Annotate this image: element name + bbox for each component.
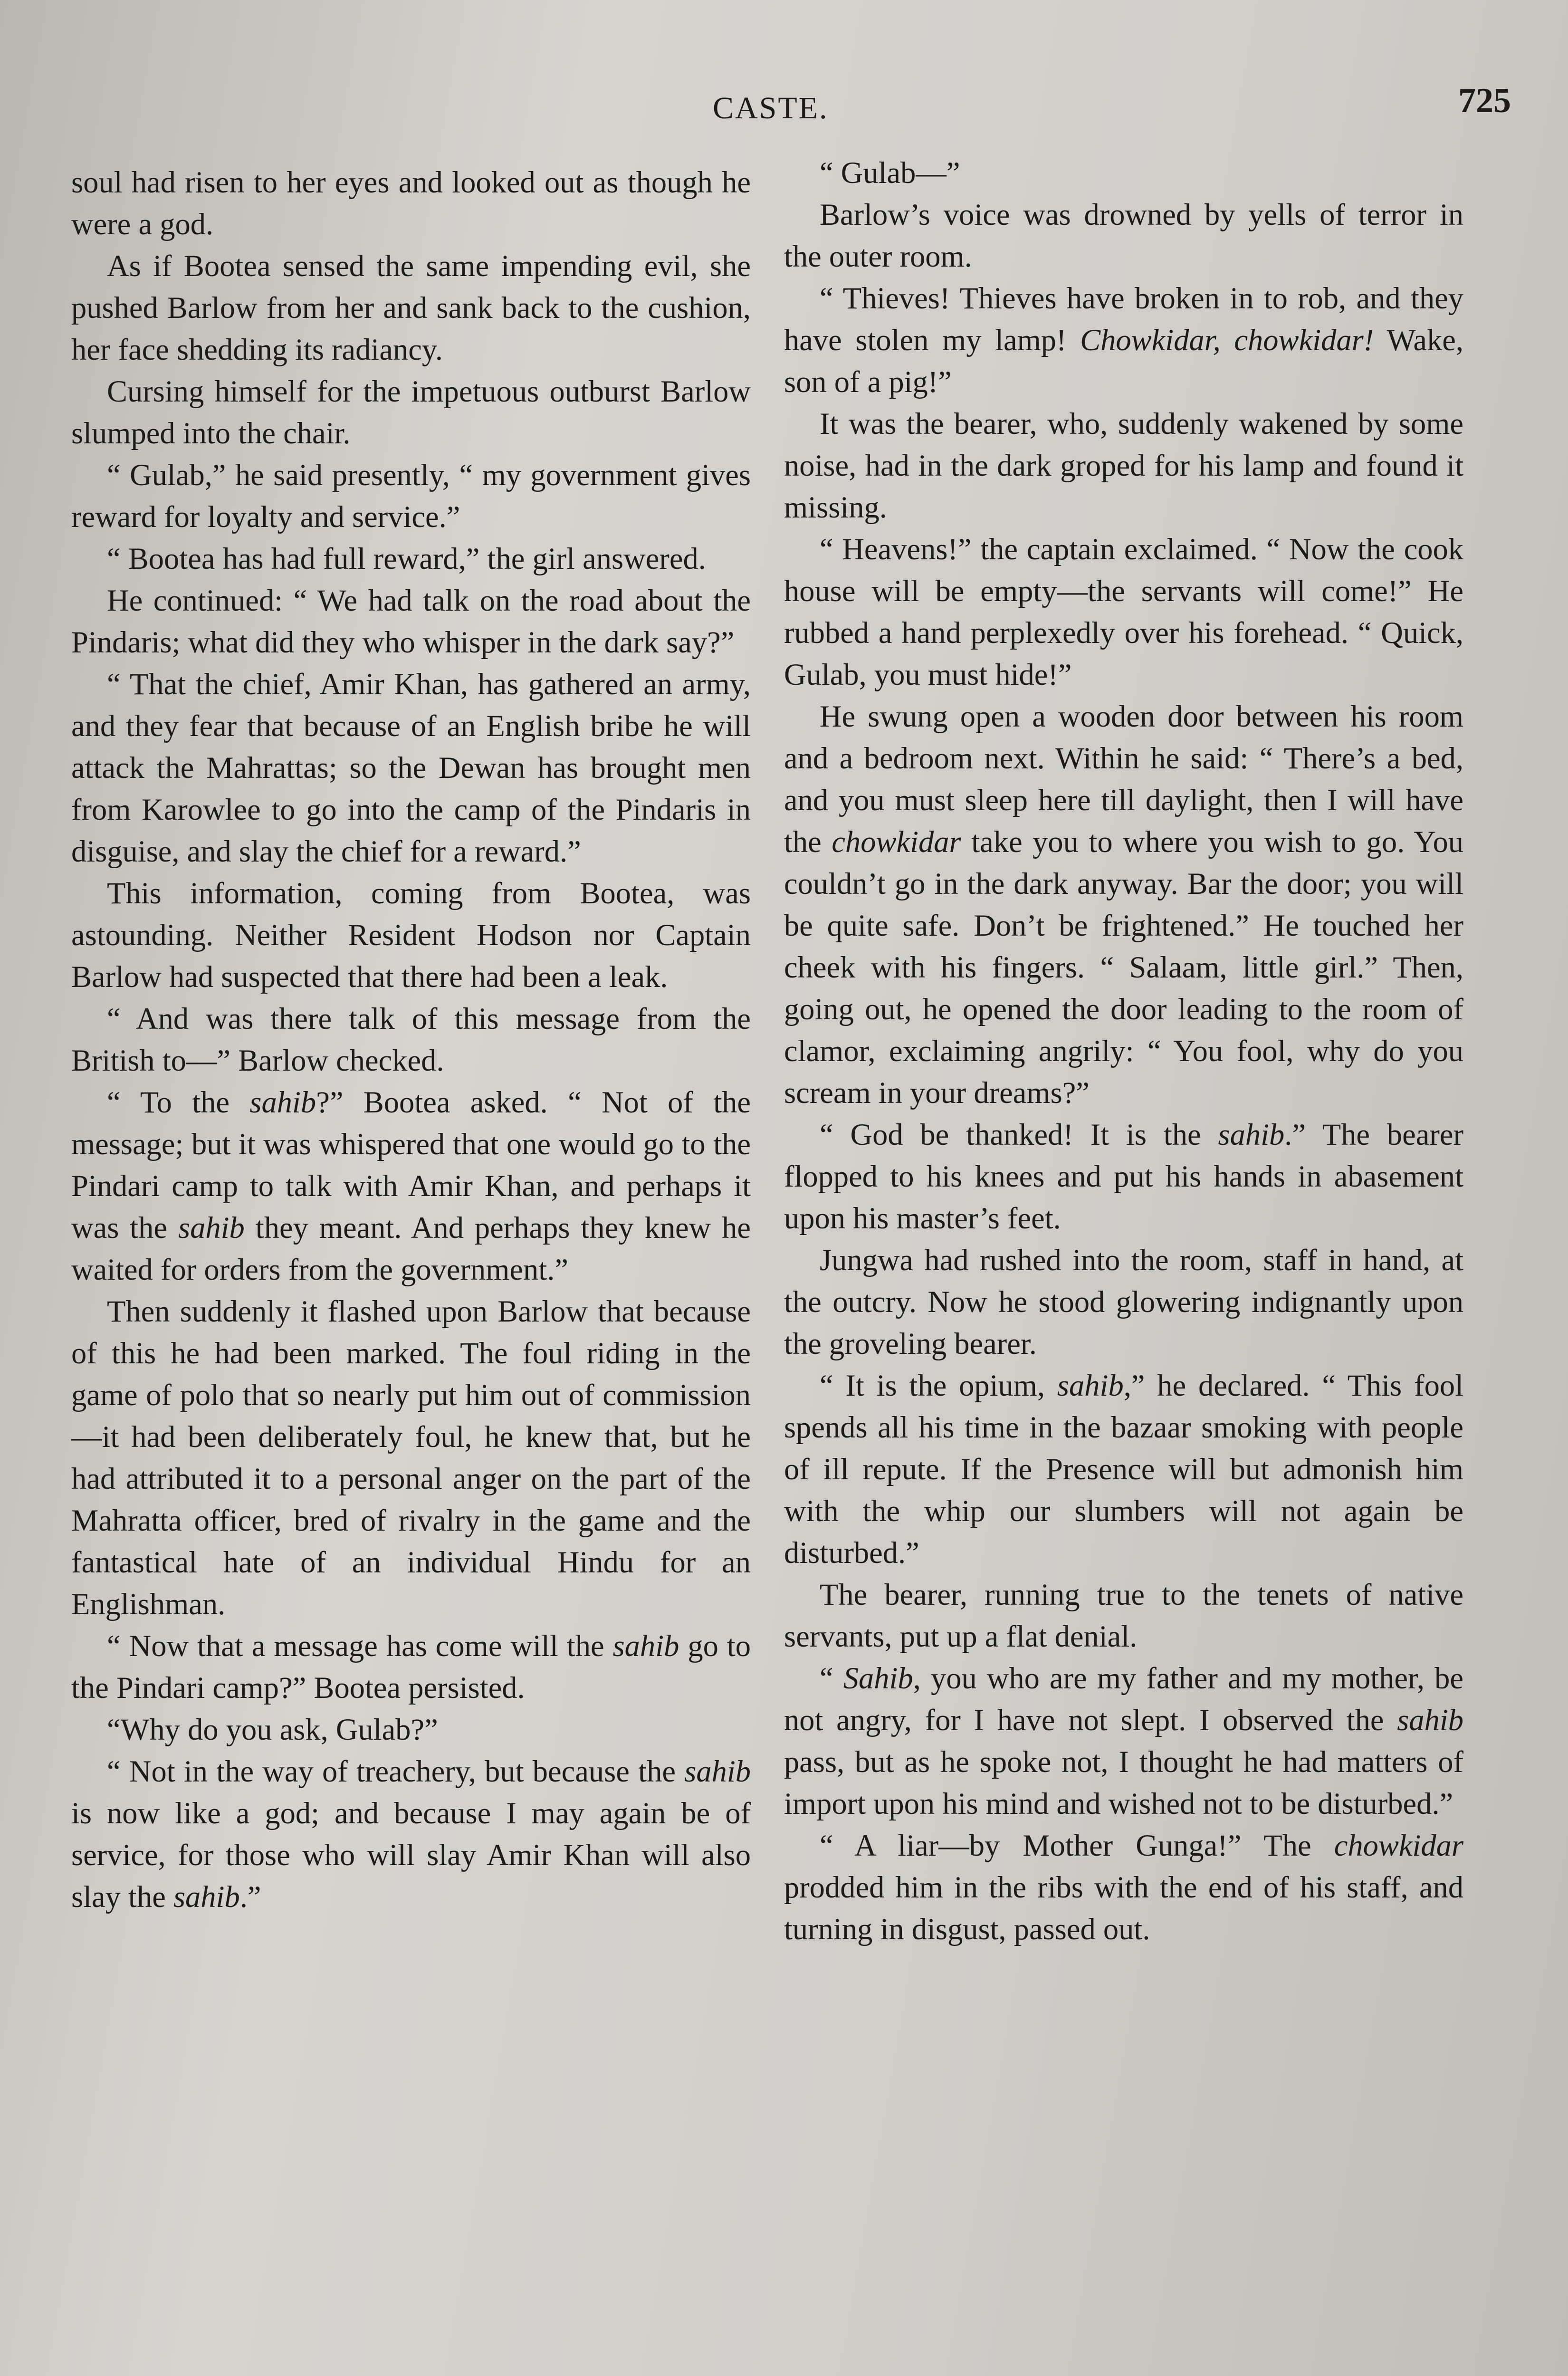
paragraph: As if Bootea sensed the same impending evil, she pushed Barlow from her and sank back to the cushion, her face shedding its radiancy. (71, 249, 751, 366)
paragraph: “ Now that a message has come will the sahib go to the Pindari camp?” Bootea persisted. (71, 1629, 751, 1705)
paragraph: The bearer, running true to the tenets of native servants, put up a flat denial. (784, 1578, 1463, 1653)
paragraph: He swung open a wooden door between his room and a bedroom next. Within he said: “ There’s a bed, and you must sleep here till daylight, then I will have the chowkidar take you to where you wish to go. You couldn’t go in the dark anyway. Bar the door; you will be quite safe. Don’t be frightened.” He touched her cheek with his fingers. “ Salaam, little girl.” Then, going out, he opened the door leading to the room of clamor, exclaiming angrily: “ You fool, why do you scream in your dreams?” (784, 699, 1463, 1110)
paragraph: He continued: “ We had talk on the road about the Pindaris; what did they who whisper in the dark say?” (71, 584, 751, 659)
paragraph: Barlow’s voice was drowned by yells of terror in the outer room. (784, 198, 1463, 273)
paragraph: “ Gulab,” he said presently, “ my government gives reward for loyalty and service.” (71, 458, 751, 534)
paragraph: This information, coming from Bootea, was astounding. Neither Resident Hodson nor Captain Barlow had suspected that there had been a leak. (71, 876, 751, 994)
paragraph: Then suddenly it flashed upon Barlow that because of this he had been marked. The foul riding in the game of polo that so nearly put him out of commission—it had been deliberately foul, he knew that, but he had attributed it to a personal anger on the part of the Mahratta officer, bred of rivalry in the game and the fantastical hate of an individual Hindu for an Englishman. (71, 1294, 751, 1621)
paragraph: “ Heavens!” the captain exclaimed. “ Now the cook house will be empty—the servants will come!” He rubbed a hand perplexedly over his forehead. “ Quick, Gulab, you must hide!” (784, 532, 1463, 691)
paragraph: “ Gulab—” (820, 156, 960, 190)
paragraph: Jungwa had rushed into the room, staff in hand, at the outcry. Now he stood glowering indignantly upon the groveling bearer. (784, 1243, 1463, 1360)
paragraph: “ Bootea has had full reward,” the girl answered. (107, 542, 706, 575)
paragraph: “ A liar—by Mother Gunga!” The chowkidar prodded him in the ribs with the end of his staff, and turning in disgust, passed out. (784, 1829, 1463, 1946)
paragraph: “ Thieves! Thieves have broken in to rob, and they have stolen my lamp! Chowkidar, chowkidar! Wake, son of a pig!” (784, 281, 1463, 399)
right-column (784, 152, 1463, 1950)
paragraph: It was the bearer, who, suddenly wakened by some noise, had in the dark groped for his lamp and found it missing. (784, 407, 1463, 524)
paragraph: “ Not in the way of treachery, but because the sahib is now like a god; and because I may again be of service, for those who will slay Amir Khan will also slay the sahib.” (71, 1754, 751, 1914)
running-head: CASTE. (713, 91, 829, 125)
paragraph: “ It is the opium, sahib,” he declared. “ This fool spends all his time in the bazaar smoking with people of ill repute. If the Presence will but admonish him with the whip our slumbers will not again be disturbed.” (784, 1369, 1464, 1570)
paragraph: “ Sahib, you who are my father and my mother, be not angry, for I have not slept. I observed the sahib pass, but as he spoke not, I thought he had matters of import upon his mind and wished not to be disturbed.” (784, 1661, 1463, 1820)
paragraph: Cursing himself for the impetuous outburst Barlow slumped into the chair. (71, 374, 751, 450)
page-number: 725 (1458, 81, 1511, 120)
paragraph: “Why do you ask, Gulab?” (107, 1713, 438, 1746)
page-header (0, 81, 1568, 138)
paragraph: soul had risen to her eyes and looked out as though he were a god. (71, 165, 751, 241)
paragraph: “ To the sahib?” Bootea asked. “ Not of the message; but it was whispered that one would go to the Pindari camp to talk with Amir Khan, and perhaps it was the sahib they meant. And perhaps they knew he waited for orders from the government.” (71, 1085, 751, 1286)
paragraph: “ And was there talk of this message from the British to—” Barlow checked. (71, 1002, 751, 1077)
paragraph: “ That the chief, Amir Khan, has gathered an army, and they fear that because of an English bribe he will attack the Mahrattas; so the Dewan has brought men from Karowlee to go into the camp of the Pindaris in disguise, and slay the chief for a reward.” (71, 667, 751, 868)
left-column (71, 162, 751, 1918)
paragraph: “ God be thanked! It is the sahib.” The bearer flopped to his knees and put his hands in abasement upon his master’s feet. (784, 1118, 1463, 1235)
